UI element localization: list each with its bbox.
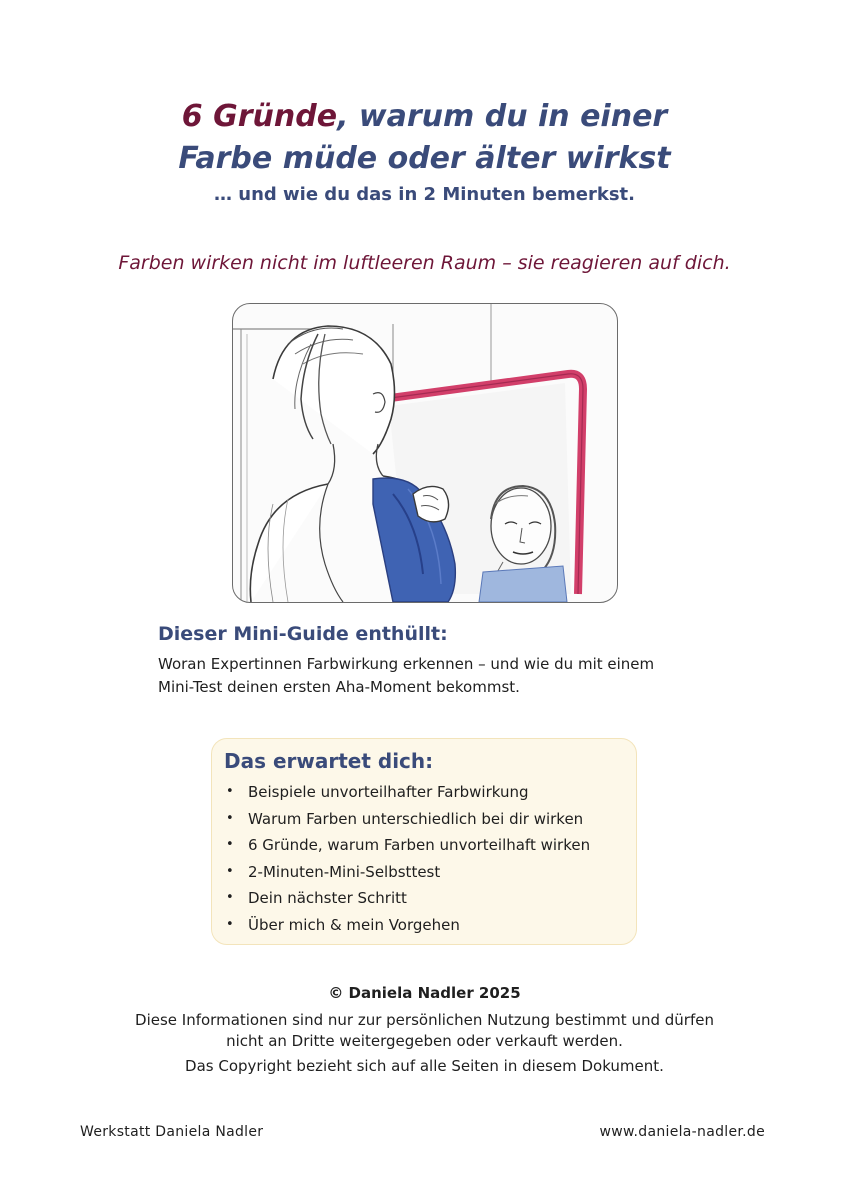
- expectations-heading: Das erwartet dich:: [224, 749, 434, 773]
- title-line2: Farbe müde oder älter wirkst: [178, 141, 671, 176]
- bullet-icon: •: [226, 890, 234, 905]
- list-item-text: Über mich & mein Vorgehen: [248, 915, 460, 934]
- usage-notice-line2: nicht an Dritte weitergegeben oder verkauft werden.: [226, 1032, 623, 1050]
- title-line1-rest: , warum du in einer: [337, 99, 668, 134]
- guide-heading: Dieser Mini-Guide enthüllt:: [158, 623, 448, 645]
- list-item: [226, 779, 626, 806]
- list-item: [226, 832, 626, 859]
- list-item: [226, 885, 626, 912]
- title-accent: 6 Gründe: [181, 99, 338, 134]
- tagline: Farben wirken nicht im luftleeren Raum – sie reagieren auf dich.: [118, 252, 731, 274]
- list-item: [226, 912, 626, 939]
- list-item-text: Warum Farben unterschiedlich bei dir wirken: [248, 809, 584, 828]
- subtitle: … und wie du das in 2 Minuten bemerkst.: [213, 184, 635, 205]
- page-title: [0, 96, 849, 180]
- bullet-icon: •: [226, 837, 234, 852]
- guide-text-line1: Woran Expertinnen Farbwirkung erkennen – und wie du mit einem: [158, 655, 655, 673]
- bullet-icon: •: [226, 810, 234, 826]
- copyright-scope-notice: Das Copyright bezieht sich auf alle Seiten in diesem Dokument.: [185, 1057, 664, 1075]
- bullet-icon: •: [226, 784, 234, 799]
- list-item-text: 2-Minuten-Mini-Selbsttest: [248, 862, 441, 881]
- bullet-icon: •: [226, 916, 234, 932]
- bullet-icon: •: [226, 863, 234, 879]
- expectations-list: [226, 779, 626, 938]
- footer-brand: Werkstatt Daniela Nadler: [80, 1124, 264, 1140]
- list-item-text: Dein nächster Schritt: [248, 889, 407, 907]
- copyright-line: © Daniela Nadler 2025: [328, 984, 521, 1002]
- list-item-text: 6 Gründe, warum Farben unvorteilhaft wirken: [248, 836, 591, 854]
- guide-description: [158, 653, 718, 699]
- woman-mirror-sketch-icon: [233, 304, 617, 602]
- list-item: [226, 859, 626, 886]
- list-item-text: Beispiele unvorteilhafter Farbwirkung: [248, 783, 529, 801]
- footer-website-link[interactable]: www.daniela-nadler.de: [599, 1124, 765, 1140]
- expectations-box: [211, 738, 637, 945]
- usage-notice: [110, 1010, 739, 1052]
- list-item: [226, 806, 626, 833]
- woman-mirror-illustration: [232, 303, 618, 603]
- usage-notice-line1: Diese Informationen sind nur zur persönlichen Nutzung bestimmt und dürfen: [135, 1011, 714, 1029]
- guide-text-line2: Mini-Test deinen ersten Aha-Moment bekommst.: [158, 678, 520, 696]
